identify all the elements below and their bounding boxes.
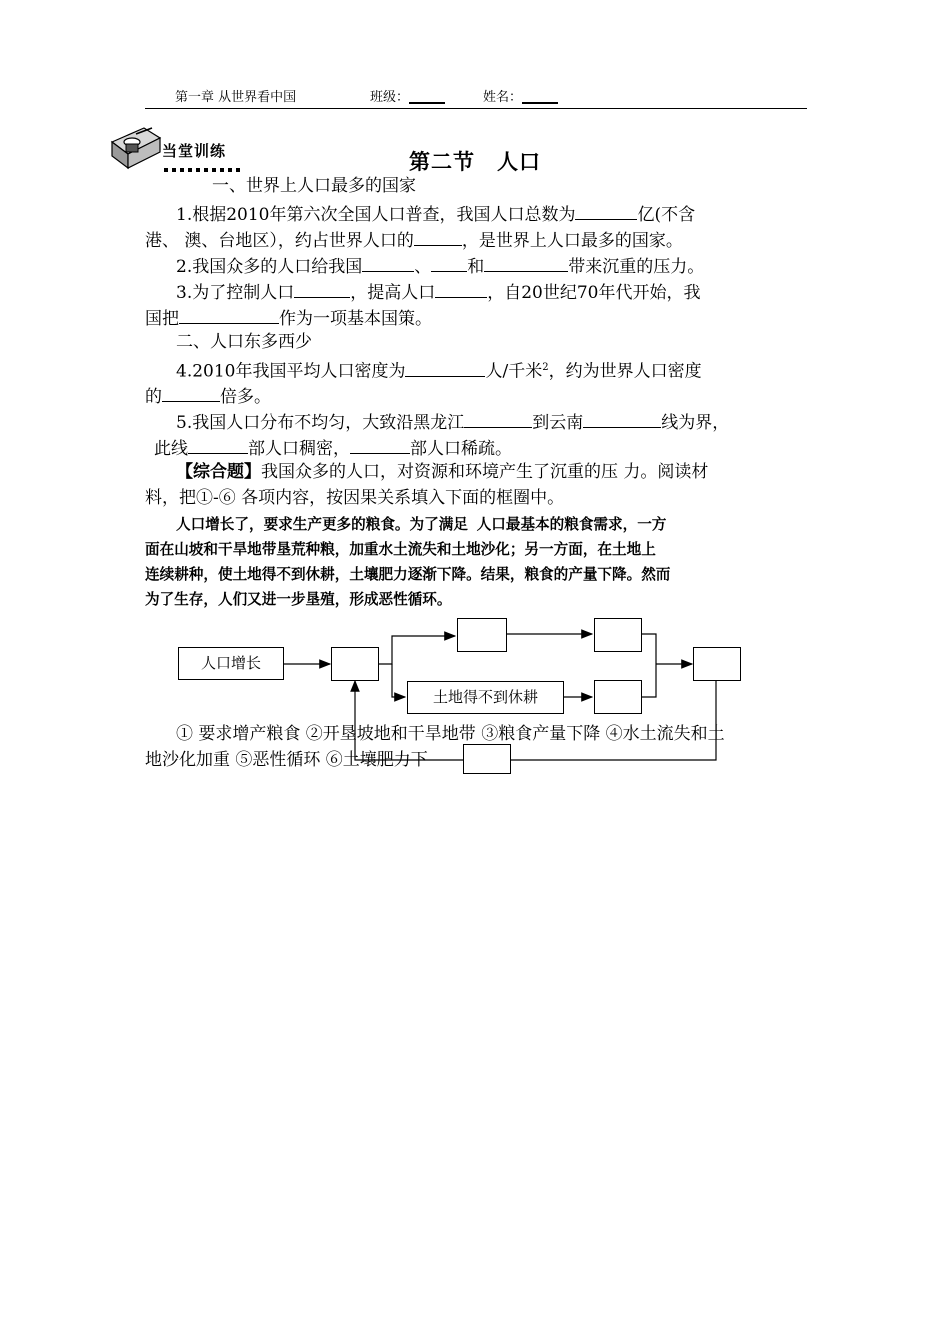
material-line3: 连续耕种，使土地得不到休耕，土壤肥力逐渐下降。结果，粮食的产量下降。然而 <box>145 566 671 583</box>
question-4-line2: 的 倍多。 <box>145 381 271 410</box>
options-line2: 地沙化加重 ⑤恶性循环 ⑥土壤肥力下 <box>145 750 428 770</box>
population-growth-box: 人口增长 <box>178 647 284 680</box>
answer-box[interactable] <box>331 647 379 681</box>
composite-question-line2: 料，把①-⑥ 各项内容，按因果关系填入下面的框圈中。 <box>145 488 565 508</box>
options-line1: ① 要求增产粮食 ②开垦坡地和干旱地带 ③粮食产量下降 ④水土流失和土 <box>176 724 725 744</box>
logo-label: 当堂训练 <box>162 142 227 160</box>
composite-question-line1: 【综合题】我国众多的人口，对资源和环境产生了沉重的压 力。阅读材 <box>176 462 709 482</box>
material-line2: 面在山坡和干旱地带垦荒种粮，加重水土流失和土地沙化；另一方面，在土地上 <box>145 541 656 558</box>
answer-box[interactable] <box>693 647 741 681</box>
no-fallow-box: 土地得不到休耕 <box>407 681 564 714</box>
question-4-line1: 4.2010年我国平均人口密度为 人/千米$^2$，约为世界人口密度 <box>176 355 702 385</box>
question-5-line1: 5.我国人口分布不均匀，大致沿黑龙江 到云南 线为界， <box>176 407 729 436</box>
composite-tag: 【综合题】 <box>176 462 261 482</box>
name-label: 姓名： <box>483 90 523 105</box>
question-3-line2: 国把 作为一项基本国策。 <box>145 303 432 332</box>
answer-box[interactable] <box>594 680 642 714</box>
material-line1: 人口增长了，要求生产更多的粮食。为了满足 人口最基本的粮食需求，一方 <box>176 516 667 533</box>
material-line4: 为了生存，人们又进一步垦殖，形成恶性循环。 <box>145 591 452 608</box>
section-heading-2: 二、人口东多西少 <box>176 332 312 352</box>
question-2: 2.我国众多的人口给我国 、 和 带来沉重的压力。 <box>176 251 704 280</box>
section-heading-1: 一、世界上人口最多的国家 <box>212 176 416 196</box>
question-5-line2: 此线 部人口稠密， 部人口稀疏。 <box>154 433 512 462</box>
section-title: 第二节 人口 <box>409 150 541 174</box>
chapter-title: 第一章 从世界看中国 <box>175 90 297 105</box>
question-1-line1: 1.根据2010年第六次全国人口普查，我国人口总数为 亿(不含 <box>176 199 695 228</box>
class-label: 班级： <box>370 90 410 105</box>
question-3-line1: 3.为了控制人口 ，提高人口 ，自20世纪70年代开始，我 <box>176 277 701 306</box>
question-1-line2: 港、 澳、台地区），约占世界人口的 ，是世界上人口最多的国家。 <box>145 225 683 254</box>
answer-box[interactable] <box>463 744 511 774</box>
answer-box[interactable] <box>457 618 507 652</box>
answer-box[interactable] <box>594 618 642 652</box>
